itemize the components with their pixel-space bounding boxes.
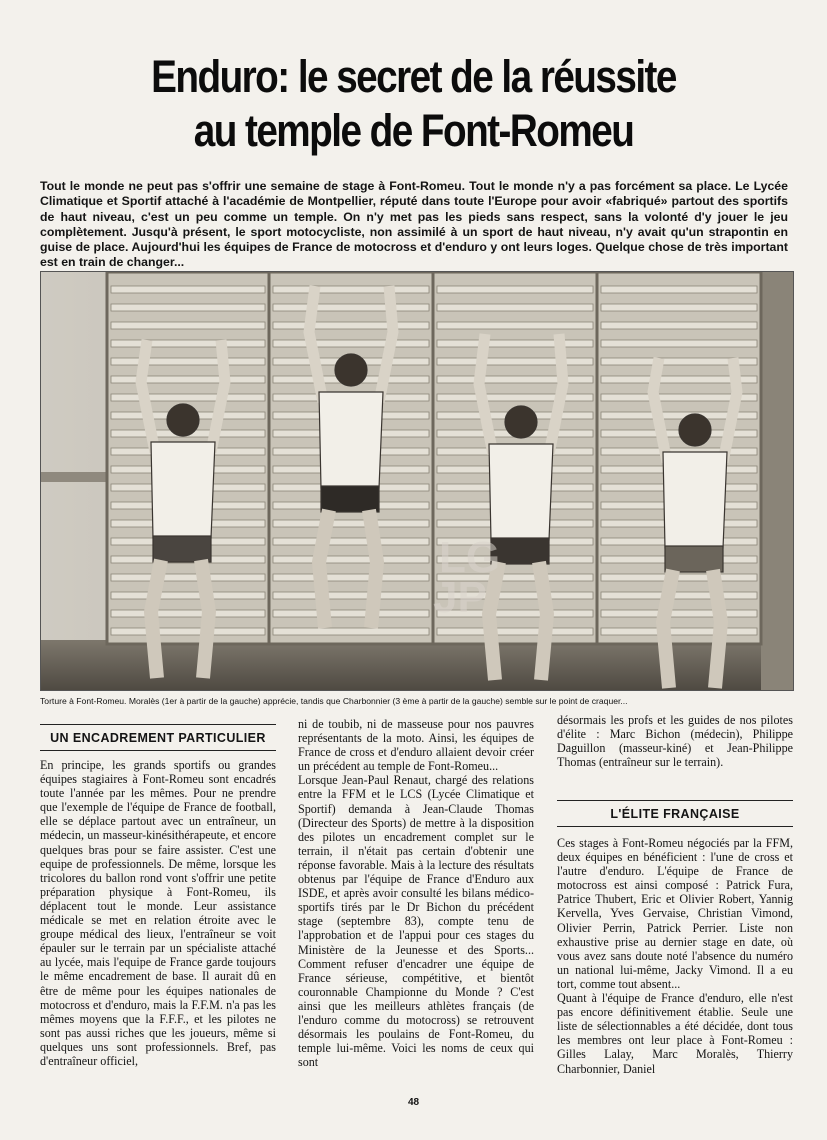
article-lede: Tout le monde ne peut pas s'offrir une semaine de stage à Font-Romeu. Tout le monde n'y a pas forcément sa place. Le Lycée Climatique et Sportif attaché à l'académie de Montpellier, réputé dans toute l'Europe pour avoir «fabriqué» partout des sportifs de haut niveau, c'est un peu comme un temple. On n'y met pas les pieds sans respect, sans la volonté d'y jouer le jeu complètement. Jusqu'à présent, le sport motocycliste, non assimilé à un sport de haut niveau, n'y avait qu'un strapontin en guise de place. Aujourd'hui les équipes de France de motocross et d'enduro y ont leurs loges. Quelque chose de très important est en train de changer... [40, 179, 788, 270]
wall-bar-rung [273, 628, 429, 635]
wall-bar-rung [111, 304, 265, 311]
wall-bar-rung [273, 574, 429, 581]
title-line-1: Enduro: le secret de la réussite [151, 51, 676, 102]
wall-bar-rung [273, 286, 429, 293]
col2-paragraph-2: Lorsque Jean-Paul Renaut, chargé des relations entre la FFM et le LCS (Lycée Climatique et Sportif) demanda à Jean-Claude Thomas (Directeur des Sports) de mettre à la disposition des pilotes un encadrement complet sur le terrain, il n'était pas certain d'obtenir une réponse favorable. Mais à la lecture des résultats obtenus par l'équipe de France d'Enduro aux ISDE, et après avoir consulté les bilans médico-sportifs tirés par le Dr Bichon du précédent stage (septembre 83), compte tenu de l'approbation et de l'appui pour ces stages du Ministère de la Jeunesse et des Sports... Comment refuser d'encadrer une équipe de France sérieuse, compétitive, et bientôt couronnable Championne du Monde ? C'est ainsi que les meilleurs athlètes français (de l'enduro comme du motocross) se retrouvent désormais les poulains de Font-Romeu, du temple lui-même. Voici les noms de ceux qui sont [298, 773, 534, 1070]
wall-bar-rung [601, 304, 757, 311]
wall-bar-rung [437, 358, 593, 365]
wall-bar-rung [437, 286, 593, 293]
wall-bar-rung [111, 286, 265, 293]
photo-illustration [41, 272, 793, 690]
col1-paragraph: En principe, les grands sportifs ou grandes équipes stagiaires à Font-Romeu sont encadrés toute l'année par les mêmes. Pour ne prendre que l'exemple de l'équipe de France de football, elle se déplace partout avec un entraîneur, un médecin, un masseur-kinésithérapeute, et encore quelques bras pour se faire assister. C'est une equipe de professionnels. De même, lorsque les tricolores du ballon rond vont s'offrir une petite préparation physique à Font-Romeu, ils déplacent tout le monde. Leur assistance médicale se met en relation étroite avec le groupe médical des lieux, l'entraîneur se voit épauler sur le terrain par un spécialiste attaché au lycée, mais l'equipe de France garde toujours le même encadrement de base. Il aurait dû en être de même pour les équipes nationales de motocross et d'enduro, mais la F.F.M. n'a pas les mêmes moyens que la F.F.F., et les pilotes ne sont pas aussi riches que les joueurs, même si quelques uns sont professionnels. Bref, pas d'entraîneur officiel, [40, 758, 276, 1068]
col3-paragraph-3: Quant à l'équipe de France d'enduro, elle n'est pas encore définitivement établie. Seule une liste de sélectionnables a été décidée, dont tous les membres ont leur place à Font-Romeu : Gilles Lalay, Marc Moralès, Thierry Charbonnier, Daniel [557, 991, 793, 1076]
wall-bar-rung [273, 520, 429, 527]
column-2 [298, 717, 534, 1069]
col3-paragraph-2: Ces stages à Font-Romeu négociés par la FFM, deux équipes en bénéficient : l'une de cross et l'autre d'enduro. L'équipe de France de motocross est ainsi composé : Patrick Fura, Patrice Thubert, Eric et Olivier Robert, Yannig Kervella, Yves Gervaise, Christian Vimond, Olivier Perrin, Patrick Perrier. Liste non exhaustive prise au dernier stage en date, où vous avez sans doute noté l'absence du numéro un national lui-même, Jacky Vimond. Il a eu tort, comme tout absent... [557, 836, 793, 991]
wall-bar-rung [601, 322, 757, 329]
wall-bar-rung [111, 628, 265, 635]
wall-bar-rung [601, 286, 757, 293]
heading-encadrement: UN ENCADREMENT PARTICULIER [50, 731, 266, 745]
wall-bar-rung [273, 610, 429, 617]
wall-bar-rung [111, 592, 265, 599]
wall-bar-rung [273, 304, 429, 311]
heading-elite: L'ÉLITE FRANÇAISE [610, 807, 740, 821]
wall-bar-rung [111, 394, 265, 401]
wall-bar-rung [437, 628, 593, 635]
column-1 [40, 758, 276, 1068]
wall-bar-rung [111, 358, 265, 365]
wall-bar-rung [437, 340, 593, 347]
wall-bar-rung [601, 628, 757, 635]
wall-bar-rung [273, 592, 429, 599]
wall-bar-rung [111, 610, 265, 617]
rule-section-2-top [557, 800, 793, 801]
col3-paragraph-1: désormais les profs et les guides de nos pilotes d'élite : Marc Bichon (médecin), Philippe Daguillon (masseur-kiné) et Jean-Philippe Thomas (entraîneur sur le terrain). [557, 713, 793, 770]
column-3-bottom [557, 836, 793, 1076]
wall-bar-rung [111, 340, 265, 347]
wall-bar-rung [111, 574, 265, 581]
rule-section-2-bottom [557, 826, 793, 827]
wall-bar-rung [111, 322, 265, 329]
page-number: 48 [407, 1097, 420, 1108]
wall-bar-rung [273, 340, 429, 347]
wall-bar-rung [111, 376, 265, 383]
wall-bar-rung [601, 340, 757, 347]
wall-bar-rung [437, 304, 593, 311]
rule-section-1-bottom [40, 750, 276, 751]
article-title [58, 50, 769, 158]
watermark-top: LG [439, 533, 501, 582]
wall-bar-rung [273, 322, 429, 329]
wall-bar-rung [601, 592, 757, 599]
wall-bar-rung [601, 610, 757, 617]
column-3-top [557, 713, 793, 769]
wall-bar-rung [437, 376, 593, 383]
watermark-bottom: JP [433, 573, 487, 622]
wall-bar-rung [437, 322, 593, 329]
photo-caption: Torture à Font-Romeu. Moralès (1er à partir de la gauche) apprécie, tandis que Charbonnier (3 ème à partir de la gauche) semble sur le point de craquer... [40, 696, 628, 706]
wall-bar-rung [437, 394, 593, 401]
col2-paragraph-1: ni de toubib, ni de masseuse pour nos pauvres représentants de la moto. Ainsi, les équipes de France de cross et d'enduro allaient devoir créer un précédent au temple de Font-Romeu... [298, 717, 534, 774]
wall-bar-rung [273, 556, 429, 563]
wall-bar-rung [273, 538, 429, 545]
rule-section-1-top [40, 724, 276, 725]
title-line-2: au temple de Font-Romeu [193, 105, 634, 156]
wall-bars-photo [40, 271, 794, 691]
